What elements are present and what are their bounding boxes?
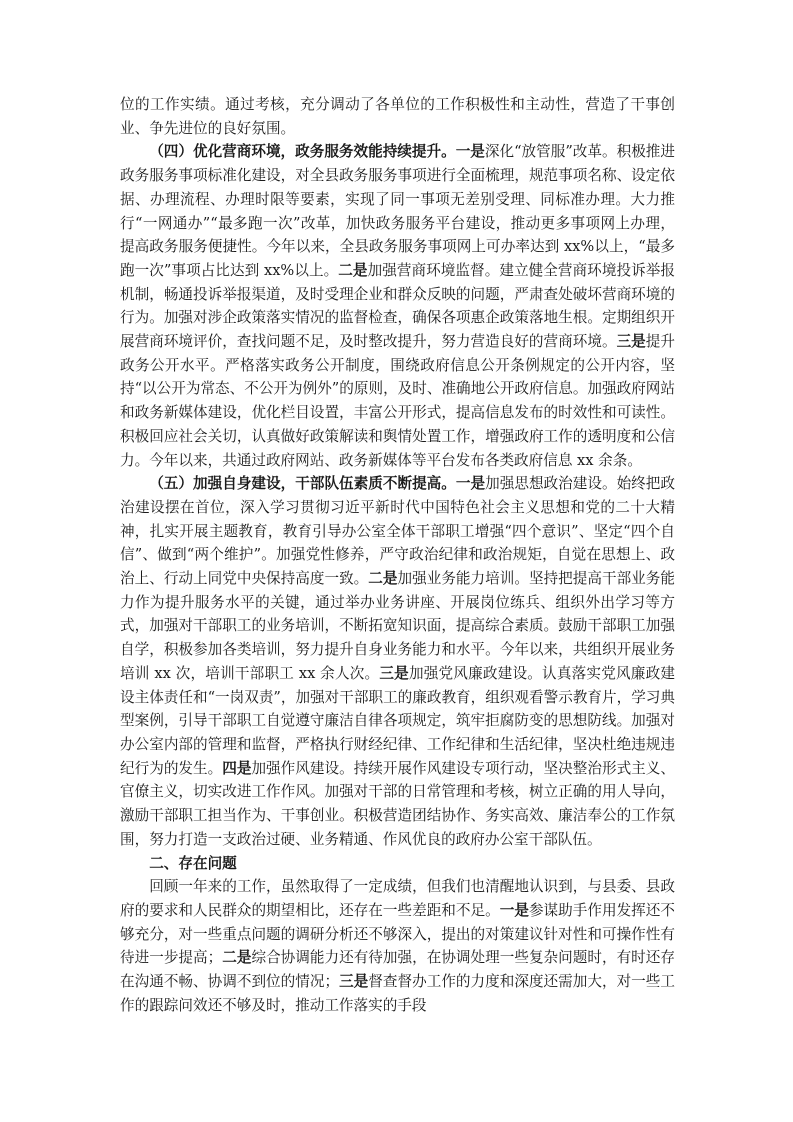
section-5-text-4: 加强作风建设。持续开展作风建设专项行动，坚决整治形式主义、官僚主义，切实改进工作作风。加强对干部的日常管理和考核，树立正确的用人导向，激励干部职工担当作为、干事创业。积极营造团结协作、务实高效、廉洁奉公的工作氛围，努力打造一支政治过硬、业务精通、作风优良的政府办公室干部队伍。 [120, 759, 675, 848]
section-4-marker-3: 三是 [616, 333, 646, 351]
section-5-marker-1: 一是 [455, 475, 486, 493]
paragraph-section-5 [120, 472, 675, 851]
problems-heading: 二、存在问题 [149, 854, 237, 872]
section-4-text-3: 提升政务公开水平。严格落实政务公开制度，围绕政府信息公开条例规定的公开内容，坚持“以公开为常态、不公开为例外”的原则，及时、准确地公开政府信息。加强政府网站和政务新媒体建设，优化栏目设置，丰富公开形式，提高信息发布的时效性和可读性。积极回应社会关切，认真做好政策解读和舆情处置工作，增强政府工作的透明度和公信力。今年以来，共通过政府网站、政务新媒体等平台发布各类政府信息 xx 余条。 [120, 333, 675, 469]
paragraph-section-4 [120, 140, 675, 472]
paragraph-problems [120, 875, 675, 1017]
paragraph-continuation [120, 93, 675, 140]
problems-text-3: 督查督办工作的力度和深度还需加大，对一些工作的跟踪问效还不够及时，推动工作落实的手段 [120, 973, 675, 1014]
section-4-text-1: 深化“放管服”改革。积极推进政务服务事项标准化建设，对全县政务服务事项进行全面梳理，规范事项名称、设定依据、办理流程、办理时限等要素，实现了同一事项无差别受理、同标准办理。大力推行“一网通办”“最多跑一次”改革，加快政务服务平台建设，推动更多事项网上办理，提高政务服务便捷性。今年以来，全县政务服务事项网上可办率达到 xx%以上，“最多跑一次”事项占比达到 xx%以上。 [120, 143, 675, 279]
problems-heading-line [120, 852, 675, 876]
section-5-heading: （五）加强自身建设，干部队伍素质不断提高。 [149, 475, 456, 493]
section-4-marker-1: 一是 [455, 143, 485, 161]
section-4-text-2: 加强营商环境监督。建立健全营商环境投诉举报机制，畅通投诉举报渠道，及时受理企业和群众反映的问题，严肃查处破坏营商环境的行为。加强对涉企政策落实情况的监督检查，确保各项惠企政策落地生根。定期组织开展营商环境评价，查找问题不足，及时整改提升，努力营造良好的营商环境。 [120, 261, 675, 351]
problems-text-1: 参谋助手作用发挥还不够充分，对一些重点问题的调研分析还不够深入，提出的对策建议针对性和可操作性有待进一步提高； [120, 901, 675, 967]
problems-intro: 回顾一年来的工作，虽然取得了一定成绩，但我们也清醒地认识到，与县委、县政府的要求和人民群众的期望相比，还存在一些差距和不足。 [120, 878, 675, 919]
section-4-heading: （四）优化营商环境，政务服务效能持续提升。 [149, 143, 456, 161]
section-4-marker-2: 二是 [338, 261, 368, 279]
section-5-marker-4: 四是 [222, 759, 252, 777]
section-5-text-3: 加强党风廉政建设。认真落实党风廉政建设主体责任和“一岗双责”，加强对干部职工的廉政教育，组织观看警示教育片，学习典型案例，引导干部职工自觉遵守廉洁自律各项规定，筑牢拒腐防变的思想防线。加强对办公室内部的管理和监督，严格执行财经纪律、工作纪律和生活纪律，坚决杜绝违规违纪行为的发生。 [120, 664, 675, 777]
problems-text-2: 综合协调能力还有待加强，在协调处理一些复杂问题时，有时还存在沟通不畅、协调不到位的情况； [120, 949, 675, 991]
document-page [120, 93, 675, 1017]
section-5-text-2: 加强业务能力培训。坚持把提高干部业务能力作为提升服务水平的关键，通过举办业务讲座、开展岗位练兵、组织外出学习等方式，加强对干部职工的业务培训，不断拓宽知识面，提高综合素质。鼓励干部职工加强自学，积极参加各类培训，努力提升自身业务能力和水平。今年以来，共组织开展业务培训 xx 次，培训干部职工 xx 余人次。 [120, 570, 675, 682]
section-5-text-1: 加强思想政治建设。始终把政治建设摆在首位，深入学习贯彻习近平新时代中国特色社会主义思想和党的二十大精神，扎实开展主题教育，教育引导办公室全体干部职工增强“四个意识”、坚定“四个自信”、做到“两个维护”。加强党性修养，严守政治纪律和政治规矩，自觉在思想上、政治上、行动上同党中央保持高度一致。 [120, 475, 675, 588]
section-5-marker-3: 三是 [379, 664, 409, 682]
continuation-text: 位的工作实绩。通过考核，充分调动了各单位的工作积极性和主动性，营造了干事创业、争先进位的良好氛围。 [120, 96, 675, 137]
section-5-marker-2: 二是 [368, 570, 398, 588]
problems-marker-2: 二是 [222, 949, 252, 967]
problems-marker-1: 一是 [499, 901, 529, 919]
problems-marker-3: 三是 [339, 973, 369, 991]
